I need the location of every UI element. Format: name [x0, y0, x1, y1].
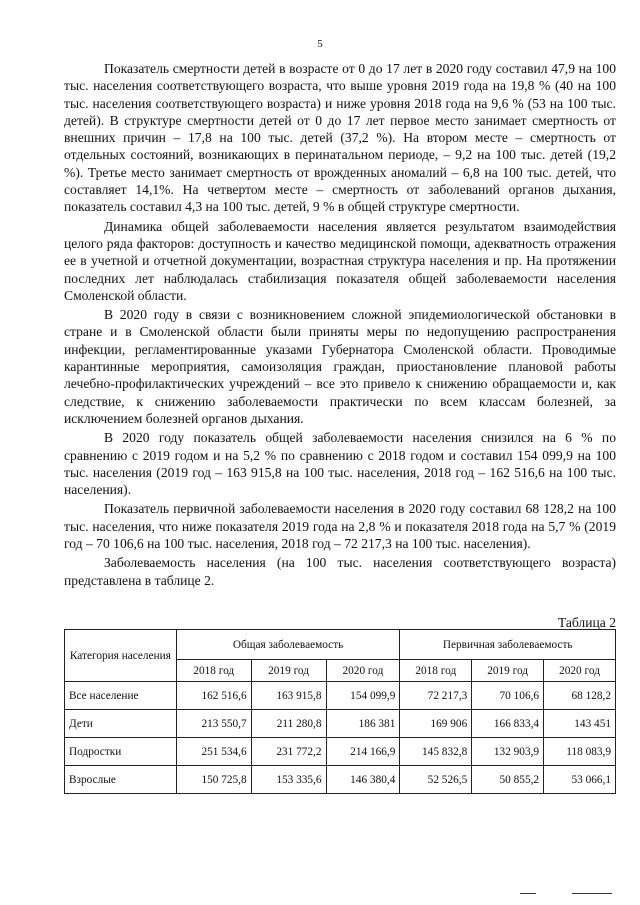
paragraph-morbidity-dynamics: Динамика общей заболеваемости населения является результатом взаимодействия целого ряда факторов: доступность и качество медицинской помощи, адекватность отражения ее в учетной и отчетной документации, возрастная структура населения и пр. На протяжении последних лет наблюдалась стабилизация показателя общей заболеваемости населения Смоленской области. — [64, 218, 616, 303]
table-cell: 68 128,2 — [544, 682, 616, 710]
table-cell: 72 217,3 — [400, 682, 472, 710]
table-cell: 118 083,9 — [544, 738, 616, 766]
table-row — [65, 682, 616, 710]
table-cell: 145 832,8 — [400, 738, 472, 766]
paragraph-primary-morbidity: Показатель первичной заболеваемости населения в 2020 году составил 68 128,2 на 100 тыс. населения, что ниже показателя 2019 года на 2,8 % и показателя 2018 года на 5,7 % (2019 год – 70 106,6 на 100 тыс. населения, 2018 год – 72 217,3 на 100 тыс. населения). — [64, 501, 616, 552]
table-cell: 163 915,8 — [251, 682, 326, 710]
table-row — [65, 766, 616, 794]
header-year: 2018 год — [176, 660, 251, 682]
row-label: Все население — [65, 682, 177, 710]
table-cell: 132 903,9 — [472, 738, 544, 766]
table-cell: 146 380,4 — [326, 766, 400, 794]
table-cell: 70 106,6 — [472, 682, 544, 710]
table-cell: 53 066,1 — [544, 766, 616, 794]
header-year: 2019 год — [472, 660, 544, 682]
header-general-morbidity: Общая заболеваемость — [176, 630, 400, 660]
table-cell: 231 772,2 — [251, 738, 326, 766]
header-year: 2020 год — [326, 660, 400, 682]
paragraph-table-intro: Заболеваемость населения (на 100 тыс. населения соответствующего возраста) представлена в таблице 2. — [64, 555, 616, 588]
paragraph-child-mortality: Показатель смертности детей в возрасте от 0 до 17 лет в 2020 году составил 47,9 на 100 тыс. населения соответствующего возраста, что выше уровня 2019 года на 19,8 % (40 на 100 тыс. населения соответствующего возраста) и ниже уровня 2018 года на 9,6 % (53 на 100 тыс. детей). В структуре смертности детей от 0 до 17 лет первое место занимает смертность от внешних причин – 17,8 на 100 тыс. детей (37,2 %). На втором месте – смертность от отдельных состояний, возникающих в перинатальном периоде, – 9,2 на 100 тыс. детей (19,2 %). Третье место занимает смертность от врожденных аномалий – 6,8 на 100 тыс. детей, что составляет 14,1%. На четвертом месте – смертность от заболеваний органов дыхания, показатель составил 4,3 на 100 тыс. детей, 9 % в общей структуре смертности. — [64, 61, 616, 215]
table-cell: 166 833,4 — [472, 710, 544, 738]
morbidity-table — [64, 629, 616, 794]
row-label: Взрослые — [65, 766, 177, 794]
row-label: Подростки — [65, 738, 177, 766]
table-cell: 211 280,8 — [251, 710, 326, 738]
footer-dash — [520, 893, 536, 894]
row-label: Дети — [65, 710, 177, 738]
header-year: 2018 год — [400, 660, 472, 682]
table-cell: 162 516,6 — [176, 682, 251, 710]
table-cell: 213 550,7 — [176, 710, 251, 738]
table-cell: 143 451 — [544, 710, 616, 738]
header-primary-morbidity: Первичная заболеваемость — [400, 630, 616, 660]
table-cell: 214 166,9 — [326, 738, 400, 766]
table-cell: 251 534,6 — [176, 738, 251, 766]
footer-line — [572, 893, 612, 894]
table-cell: 50 855,2 — [472, 766, 544, 794]
table-cell: 52 526,5 — [400, 766, 472, 794]
body-text — [64, 60, 616, 591]
table-cell: 186 381 — [326, 710, 400, 738]
header-year: 2020 год — [544, 660, 616, 682]
paragraph-epidemic-situation: В 2020 году в связи с возникновением сложной эпидемиологической обстановки в стране и в Смоленской области были приняты меры по недопущению распространения инфекции, регламентированные указами Губернатора Смоленской области. Проводимые карантинные мероприятия, самоизоляция граждан, приостановление плановой работы лечебно-профилактических учреждений – все это привело к снижению обращаемости и, как следствие, к снижению заболеваемости практически по всем классам болезней, за исключением болезней органов дыхания. — [64, 307, 616, 426]
table-cell: 150 725,8 — [176, 766, 251, 794]
paragraph-general-morbidity: В 2020 году показатель общей заболеваемости населения снизился на 6 % по сравнению с 2019 годом и на 5,2 % по сравнению с 2018 годом и составил 154 099,9 на 100 тыс. населения (2019 год – 163 915,8 на 100 тыс. населения, 2018 год – 162 516,6 на 100 тыс. населения). — [64, 430, 616, 498]
page-number: 5 — [317, 38, 323, 50]
header-year: 2019 год — [251, 660, 326, 682]
header-category: Категория населения — [65, 630, 177, 682]
table-row — [65, 738, 616, 766]
table-cell: 153 335,6 — [251, 766, 326, 794]
table-cell: 169 906 — [400, 710, 472, 738]
table-caption: Таблица 2 — [557, 615, 616, 630]
table-cell: 154 099,9 — [326, 682, 400, 710]
table-row — [65, 710, 616, 738]
